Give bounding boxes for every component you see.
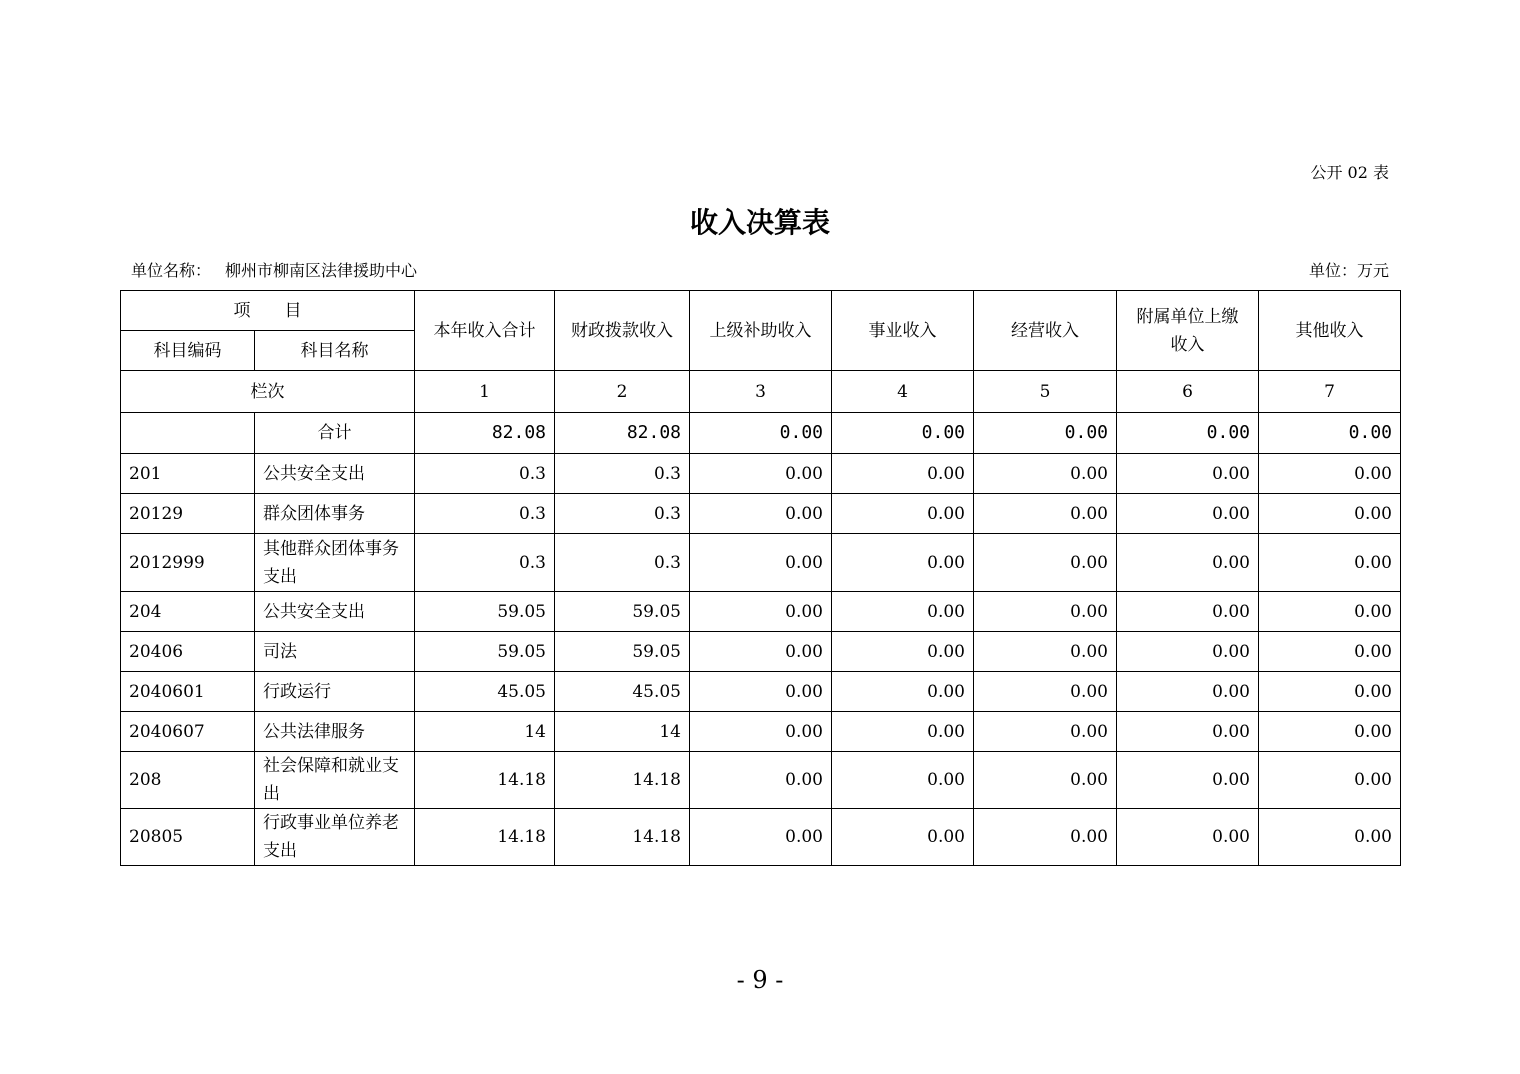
amount-cell: 0.00 <box>832 752 974 809</box>
amount-cell: 0.00 <box>1259 752 1401 809</box>
amount-cell: 14.18 <box>415 809 555 866</box>
amount-cell: 0.00 <box>1259 534 1401 592</box>
amount-cell: 0.00 <box>690 454 832 494</box>
income-table <box>120 290 1401 866</box>
subject-code: 201 <box>121 454 255 494</box>
amount-cell: 0.00 <box>1259 632 1401 672</box>
amount-cell: 0.3 <box>415 494 555 534</box>
amount-cell: 0.00 <box>690 494 832 534</box>
amount-cell: 0.00 <box>690 672 832 712</box>
amount-cell: 14 <box>555 712 690 752</box>
total-value: 82.08 <box>555 413 690 454</box>
table-row <box>121 534 1401 592</box>
subject-name: 司法 <box>255 632 415 672</box>
subject-code: 20129 <box>121 494 255 534</box>
amount-cell: 45.05 <box>555 672 690 712</box>
table-row <box>121 672 1401 712</box>
amount-cell: 0.00 <box>832 632 974 672</box>
amount-cell: 59.05 <box>555 632 690 672</box>
total-value: 0.00 <box>1259 413 1401 454</box>
subject-name: 公共法律服务 <box>255 712 415 752</box>
form-code: 公开 02 表 <box>1310 163 1389 182</box>
header-fiscal-income: 财政拨款收入 <box>555 291 690 371</box>
amount-cell: 0.00 <box>1117 752 1259 809</box>
amount-cell: 0.00 <box>1117 454 1259 494</box>
amount-cell: 0.00 <box>1259 809 1401 866</box>
amount-cell: 0.00 <box>1259 454 1401 494</box>
amount-cell: 14.18 <box>555 809 690 866</box>
amount-cell: 0.00 <box>832 809 974 866</box>
unit-name-label: 单位名称： <box>131 261 212 280</box>
amount-cell: 0.00 <box>974 494 1117 534</box>
table-row <box>121 592 1401 632</box>
amount-cell: 0.00 <box>1117 712 1259 752</box>
amount-cell: 0.3 <box>555 534 690 592</box>
table-row <box>121 632 1401 672</box>
total-row <box>121 413 1401 454</box>
amount-cell: 0.00 <box>1259 672 1401 712</box>
amount-cell: 14.18 <box>555 752 690 809</box>
amount-cell: 59.05 <box>555 592 690 632</box>
index-cell: 2 <box>555 371 690 413</box>
total-value: 0.00 <box>832 413 974 454</box>
table-row <box>121 494 1401 534</box>
amount-cell: 0.00 <box>690 712 832 752</box>
page-title: 收入决算表 <box>689 206 830 239</box>
header-superior-subsidy: 上级补助收入 <box>690 291 832 371</box>
amount-cell: 0.3 <box>415 534 555 592</box>
amount-cell: 14.18 <box>415 752 555 809</box>
amount-cell: 0.00 <box>832 672 974 712</box>
header-total-income: 本年收入合计 <box>415 291 555 371</box>
subject-code: 204 <box>121 592 255 632</box>
amount-cell: 0.3 <box>555 454 690 494</box>
amount-cell: 0.00 <box>974 752 1117 809</box>
amount-cell: 0.00 <box>1259 592 1401 632</box>
amount-cell: 0.00 <box>974 592 1117 632</box>
amount-cell: 59.05 <box>415 632 555 672</box>
table-row <box>121 752 1401 809</box>
index-cell: 1 <box>415 371 555 413</box>
header-subject-code: 科目编码 <box>121 331 255 371</box>
amount-cell: 0.00 <box>1117 592 1259 632</box>
amount-cell: 45.05 <box>415 672 555 712</box>
amount-cell: 0.00 <box>832 454 974 494</box>
page-number: - 9 - <box>736 966 784 994</box>
amount-cell: 0.00 <box>690 752 832 809</box>
index-cell: 6 <box>1117 371 1259 413</box>
amount-cell: 14 <box>415 712 555 752</box>
index-label: 栏次 <box>121 371 415 413</box>
subject-name: 公共安全支出 <box>255 454 415 494</box>
amount-cell: 0.00 <box>1117 534 1259 592</box>
subject-code: 2012999 <box>121 534 255 592</box>
subject-code: 2040607 <box>121 712 255 752</box>
index-cell: 7 <box>1259 371 1401 413</box>
header-row-1 <box>121 291 1401 331</box>
total-value: 0.00 <box>690 413 832 454</box>
amount-cell: 0.00 <box>690 632 832 672</box>
amount-cell: 0.00 <box>974 672 1117 712</box>
amount-cell: 0.00 <box>974 632 1117 672</box>
amount-cell: 0.00 <box>690 592 832 632</box>
header-subject-name: 科目名称 <box>255 331 415 371</box>
amount-cell: 0.00 <box>1117 672 1259 712</box>
unit-name-line <box>131 258 417 281</box>
amount-cell: 0.00 <box>690 809 832 866</box>
subject-name: 行政事业单位养老支出 <box>255 809 415 866</box>
header-affiliated-income: 附属单位上缴收入 <box>1117 291 1259 371</box>
table-body <box>121 291 1401 866</box>
subject-name: 其他群众团体事务支出 <box>255 534 415 592</box>
amount-cell: 0.00 <box>974 809 1117 866</box>
amount-cell: 0.00 <box>690 534 832 592</box>
header-business-income: 事业收入 <box>832 291 974 371</box>
index-cell: 5 <box>974 371 1117 413</box>
amount-cell: 0.00 <box>832 534 974 592</box>
subject-code: 208 <box>121 752 255 809</box>
amount-cell: 0.00 <box>832 712 974 752</box>
subject-name: 行政运行 <box>255 672 415 712</box>
table-row <box>121 712 1401 752</box>
header-operating-income: 经营收入 <box>974 291 1117 371</box>
subject-name: 社会保障和就业支出 <box>255 752 415 809</box>
index-row <box>121 371 1401 413</box>
amount-cell: 0.00 <box>974 454 1117 494</box>
header-other-income: 其他收入 <box>1259 291 1401 371</box>
amount-cell: 0.00 <box>1117 809 1259 866</box>
amount-cell: 0.3 <box>415 454 555 494</box>
table-row <box>121 809 1401 866</box>
subject-name: 公共安全支出 <box>255 592 415 632</box>
index-cell: 4 <box>832 371 974 413</box>
amount-cell: 0.00 <box>1117 494 1259 534</box>
total-value: 0.00 <box>1117 413 1259 454</box>
table-row <box>121 454 1401 494</box>
total-value: 82.08 <box>415 413 555 454</box>
amount-cell: 0.00 <box>832 494 974 534</box>
money-unit: 单位：万元 <box>1308 261 1389 280</box>
total-label: 合计 <box>255 413 415 454</box>
unit-name-value: 柳州市柳南区法律援助中心 <box>225 261 418 280</box>
subject-code: 2040601 <box>121 672 255 712</box>
index-cell: 3 <box>690 371 832 413</box>
total-value: 0.00 <box>974 413 1117 454</box>
amount-cell: 0.3 <box>555 494 690 534</box>
amount-cell: 0.00 <box>974 534 1117 592</box>
amount-cell: 0.00 <box>974 712 1117 752</box>
total-code-cell <box>121 413 255 454</box>
amount-cell: 0.00 <box>1259 712 1401 752</box>
subject-name: 群众团体事务 <box>255 494 415 534</box>
amount-cell: 0.00 <box>832 592 974 632</box>
amount-cell: 59.05 <box>415 592 555 632</box>
amount-cell: 0.00 <box>1117 632 1259 672</box>
amount-cell: 0.00 <box>1259 494 1401 534</box>
subject-code: 20805 <box>121 809 255 866</box>
header-item: 项 目 <box>121 291 415 331</box>
subject-code: 20406 <box>121 632 255 672</box>
